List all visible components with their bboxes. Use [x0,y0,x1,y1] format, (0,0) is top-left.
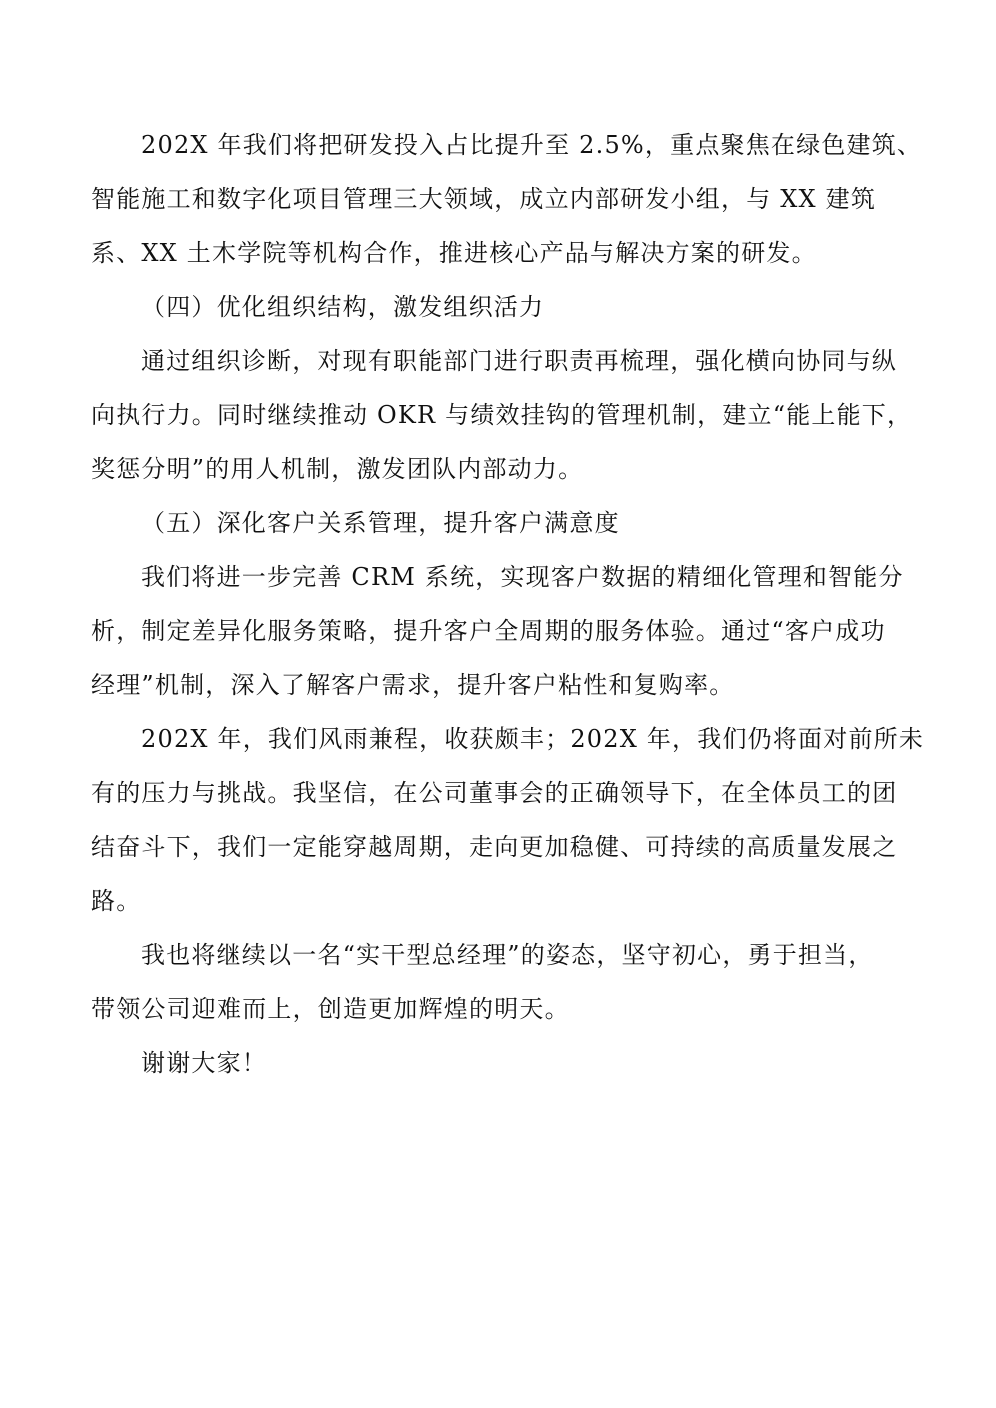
text-line: 我也将继续以一名“实干型总经理”的姿态，坚守初心，勇于担当， [141,941,874,969]
document-body [91,118,925,1090]
text-line: 奖惩分明”的用人机制，激发团队内部动力。 [91,455,584,483]
paragraph-rd-investment [91,118,923,280]
text-line: 带领公司迎难而上，创造更加辉煌的明天。 [91,995,570,1023]
text-line: 智能施工和数字化项目管理三大领域，成立内部研发小组，与 XX 建筑 [91,185,877,213]
text-line: 向执行力。同时继续推动 OKR 与绩效挂钩的管理机制，建立“能上能下， [91,401,913,429]
text-line: 路。 [91,887,142,915]
text-line: 通过组织诊断，对现有职能部门进行职责再梳理，强化横向协同与纵 [141,347,897,375]
text-line: 202X 年我们将把研发投入占比提升至 2.5%，重点聚焦在绿色建筑、 [141,131,923,159]
paragraph-commitment [91,928,901,1036]
text-line: 经理”机制，深入了解客户需求，提升客户粘性和复购率。 [91,671,735,699]
section-heading-5 [91,496,901,550]
text-line: 系、XX 土木学院等机构合作，推进核心产品与解决方案的研发。 [91,239,817,267]
text-line: 析，制定差异化服务策略，提升客户全周期的服务体验。通过“客户成功 [91,617,886,645]
paragraph-crm [91,550,904,712]
section-heading: （四）优化组织结构，激发组织活力 [141,293,545,321]
text-line: 有的压力与挑战。我坚信，在公司董事会的正确领导下，在全体员工的团 [91,779,898,807]
text-line: 202X 年，我们风雨兼程，收获颇丰；202X 年，我们仍将面对前所未 [141,725,925,753]
paragraph-organization [91,334,913,496]
closing-line: 谢谢大家！ [141,1049,267,1077]
paragraph-outlook [91,712,925,928]
section-heading: （五）深化客户关系管理，提升客户满意度 [141,509,620,537]
paragraph-thanks [91,1036,901,1090]
section-heading-4 [91,280,901,334]
text-line: 结奋斗下，我们一定能穿越周期，走向更加稳健、可持续的高质量发展之 [91,833,898,861]
text-line: 我们将进一步完善 CRM 系统，实现客户数据的精细化管理和智能分 [141,563,904,591]
